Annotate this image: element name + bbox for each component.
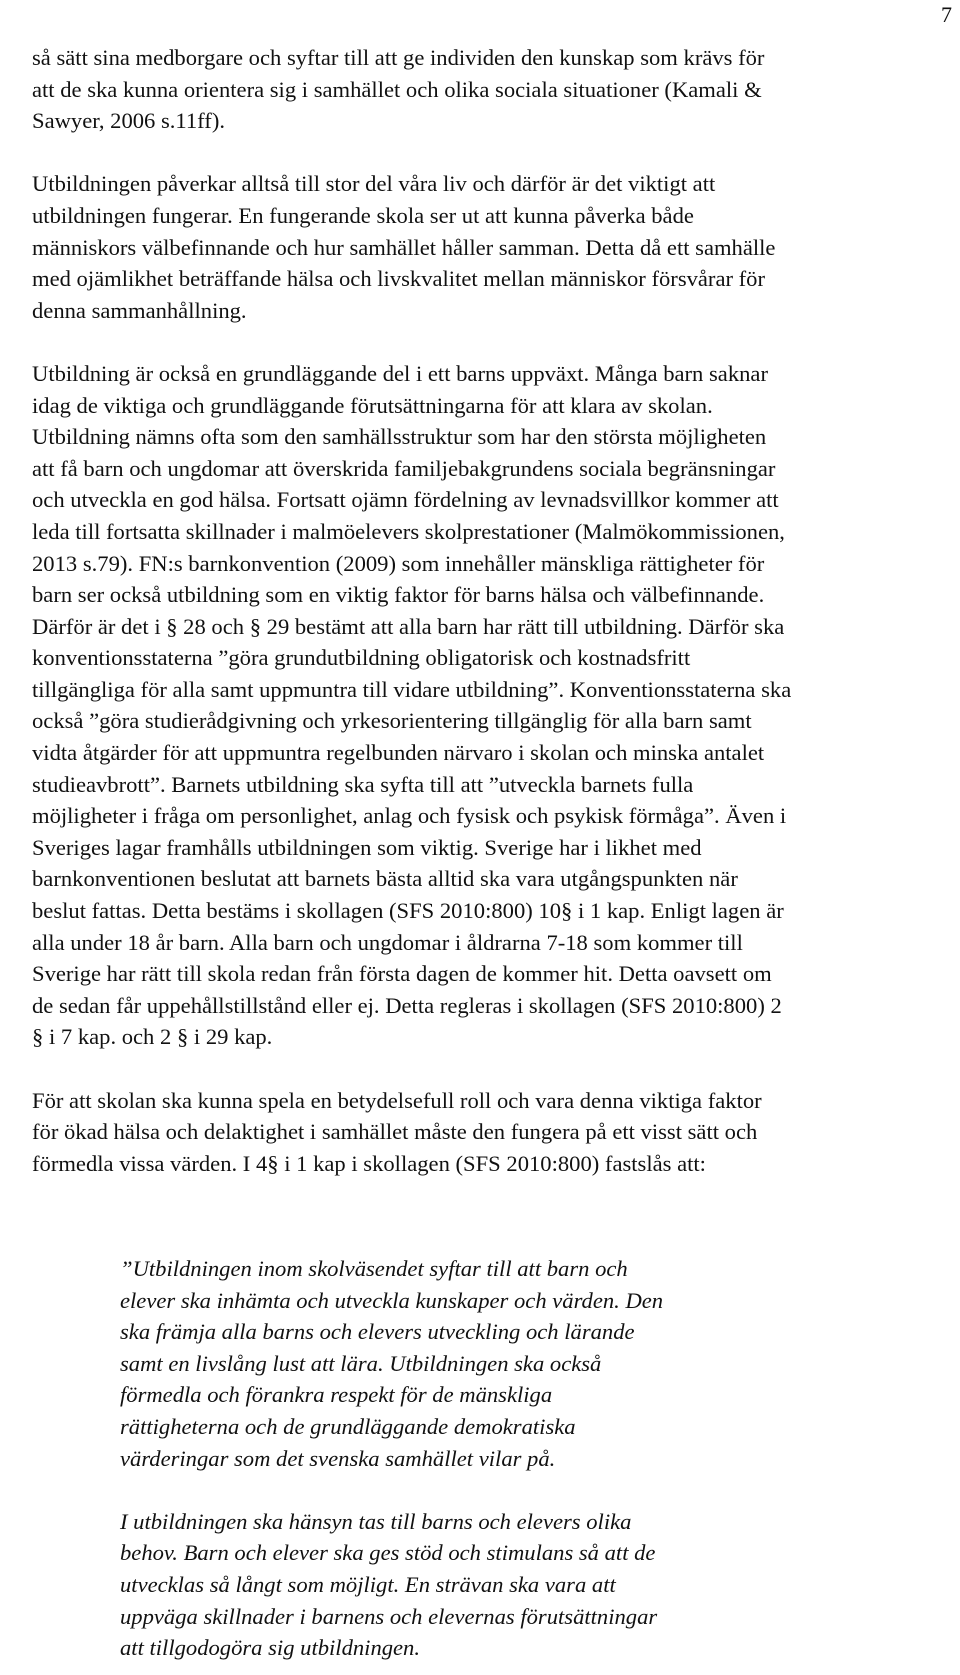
text-line: också ”göra studierådgivning och yrkesorientering tillgänglig för alla barn samt (32, 708, 752, 734)
text-line: för ökad hälsa och delaktighet i samhället måste den fungera på ett visst sätt och (32, 1119, 758, 1145)
paragraph (32, 168, 944, 326)
text-line: så sätt sina medborgare och syftar till att ge individen den kunskap som krävs för (32, 45, 765, 70)
quote-line: samt en livslång lust att lära. Utbildningen ska också (120, 1350, 602, 1376)
text-line: med ojämlikhet beträffande hälsa och livskvalitet mellan människor försvårar för (32, 266, 766, 292)
page-number: 7 (941, 2, 952, 27)
quote-line: ”Utbildningen inom skolväsendet syftar till att barn och (120, 1256, 628, 1281)
quote-line: utvecklas så långt som möjligt. En strävan ska vara att (120, 1571, 616, 1597)
text-line: tillgängliga för alla samt uppmuntra till vidare utbildning”. Konventionsstaterna ska (32, 676, 792, 702)
quote-line: elever ska inhämta och utveckla kunskaper och värden. Den (120, 1287, 664, 1313)
text-line: utbildningen fungerar. En fungerande skola ser ut att kunna påverka både (32, 202, 694, 228)
quote-line: uppväga skillnader i barnens och elevernas förutsättningar (120, 1603, 658, 1629)
text-line: Utbildning är också en grundläggande del i ett barns uppväxt. Många barn saknar (32, 360, 768, 386)
text-line: alla under 18 år barn. Alla barn och ungdomar i åldrarna 7-18 som kommer till (32, 929, 743, 955)
text-line: 2013 s.79). FN:s barnkonvention (2009) som innehåller mänskliga rättigheter för (32, 550, 765, 576)
quote-line: förmedla och förankra respekt för de mänskliga (120, 1382, 553, 1408)
text-line: beslut fattas. Detta bestäms i skollagen (SFS 2010:800) 10§ i 1 kap. Enligt lagen är (32, 898, 784, 924)
quote-line: behov. Barn och elever ska ges stöd och stimulans så att de (120, 1540, 656, 1566)
text-line: och utveckla en god hälsa. Fortsatt ojämn fördelning av levnadsvillkor kommer att (32, 487, 779, 513)
text-line: förmedla vissa värden. I 4§ i 1 kap i skollagen (SFS 2010:800) fastslås att: (32, 1150, 706, 1176)
quote-paragraph (120, 1506, 880, 1664)
text-line: studieavbrott”. Barnets utbildning ska syfta till att ”utveckla barnets fulla (32, 771, 694, 797)
block-quote (120, 1253, 880, 1664)
text-line: Sveriges lagar framhålls utbildningen som viktig. Sverige har i likhet med (32, 834, 702, 860)
text-line: Sverige har rätt till skola redan från första dagen de kommer hit. Detta oavsett om (32, 961, 772, 987)
paragraph (32, 42, 944, 137)
text-line: att de ska kunna orientera sig i samhället och olika sociala situationer (Kamali & (32, 76, 762, 102)
text-line: Därför är det i § 28 och § 29 bestämt att alla barn har rätt till utbildning. Därför ska (32, 613, 785, 639)
text-line: de sedan får uppehållstillstånd eller ej. Detta regleras i skollagen (SFS 2010:800) 2 (32, 992, 782, 1018)
text-line: konventionsstaterna ”göra grundutbildning obligatorisk och kostnadsfritt (32, 645, 691, 671)
text-line: vidta åtgärder för att uppmuntra regelbunden närvaro i skolan och minska antalet (32, 740, 765, 766)
paragraph (32, 358, 944, 1053)
text-line: människors välbefinnande och hur samhället håller samman. Detta då ett samhälle (32, 234, 776, 260)
text-line: idag de viktiga och grundläggande förutsättningarna för att klara av skolan. (32, 392, 713, 418)
body-text (32, 42, 944, 1179)
text-line: Sawyer, 2006 s.11ff). (32, 108, 225, 134)
text-line: leda till fortsatta skillnader i malmöelevers skolprestationer (Malmökommissionen, (32, 518, 785, 544)
text-line: barn ser också utbildning som en viktig faktor för barns hälsa och välbefinnande. (32, 582, 765, 608)
text-line: För att skolan ska kunna spela en betydelsefull roll och vara denna viktiga faktor (32, 1087, 762, 1113)
quote-line: rättigheterna och de grundläggande demokratiska (120, 1413, 576, 1439)
quote-line: ska främja alla barns och elevers utveckling och lärande (120, 1319, 635, 1345)
quote-line: att tillgodogöra sig utbildningen. (120, 1635, 421, 1661)
quote-line: I utbildningen ska hänsyn tas till barns och elevers olika (120, 1508, 632, 1534)
text-line: möjligheter i fråga om personlighet, anlag och fysisk och psykisk förmåga”. Även i (32, 803, 787, 829)
text-line: Utbildningen påverkar alltså till stor del våra liv och därför är det viktigt att (32, 171, 716, 197)
text-line: att få barn och ungdomar att överskrida familjebakgrundens sociala begränsningar (32, 455, 776, 481)
quote-paragraph (120, 1253, 880, 1474)
text-line: Utbildning nämns ofta som den samhällsstruktur som har den största möjligheten (32, 424, 767, 450)
text-line: barnkonventionen beslutat att barnets bästa alltid ska vara utgångspunkten när (32, 866, 738, 892)
quote-line: värderingar som det svenska samhället vilar på. (120, 1445, 556, 1471)
text-line: denna sammanhållning. (32, 297, 247, 323)
text-line: § i 7 kap. och 2 § i 29 kap. (32, 1024, 273, 1050)
paragraph (32, 1085, 944, 1180)
